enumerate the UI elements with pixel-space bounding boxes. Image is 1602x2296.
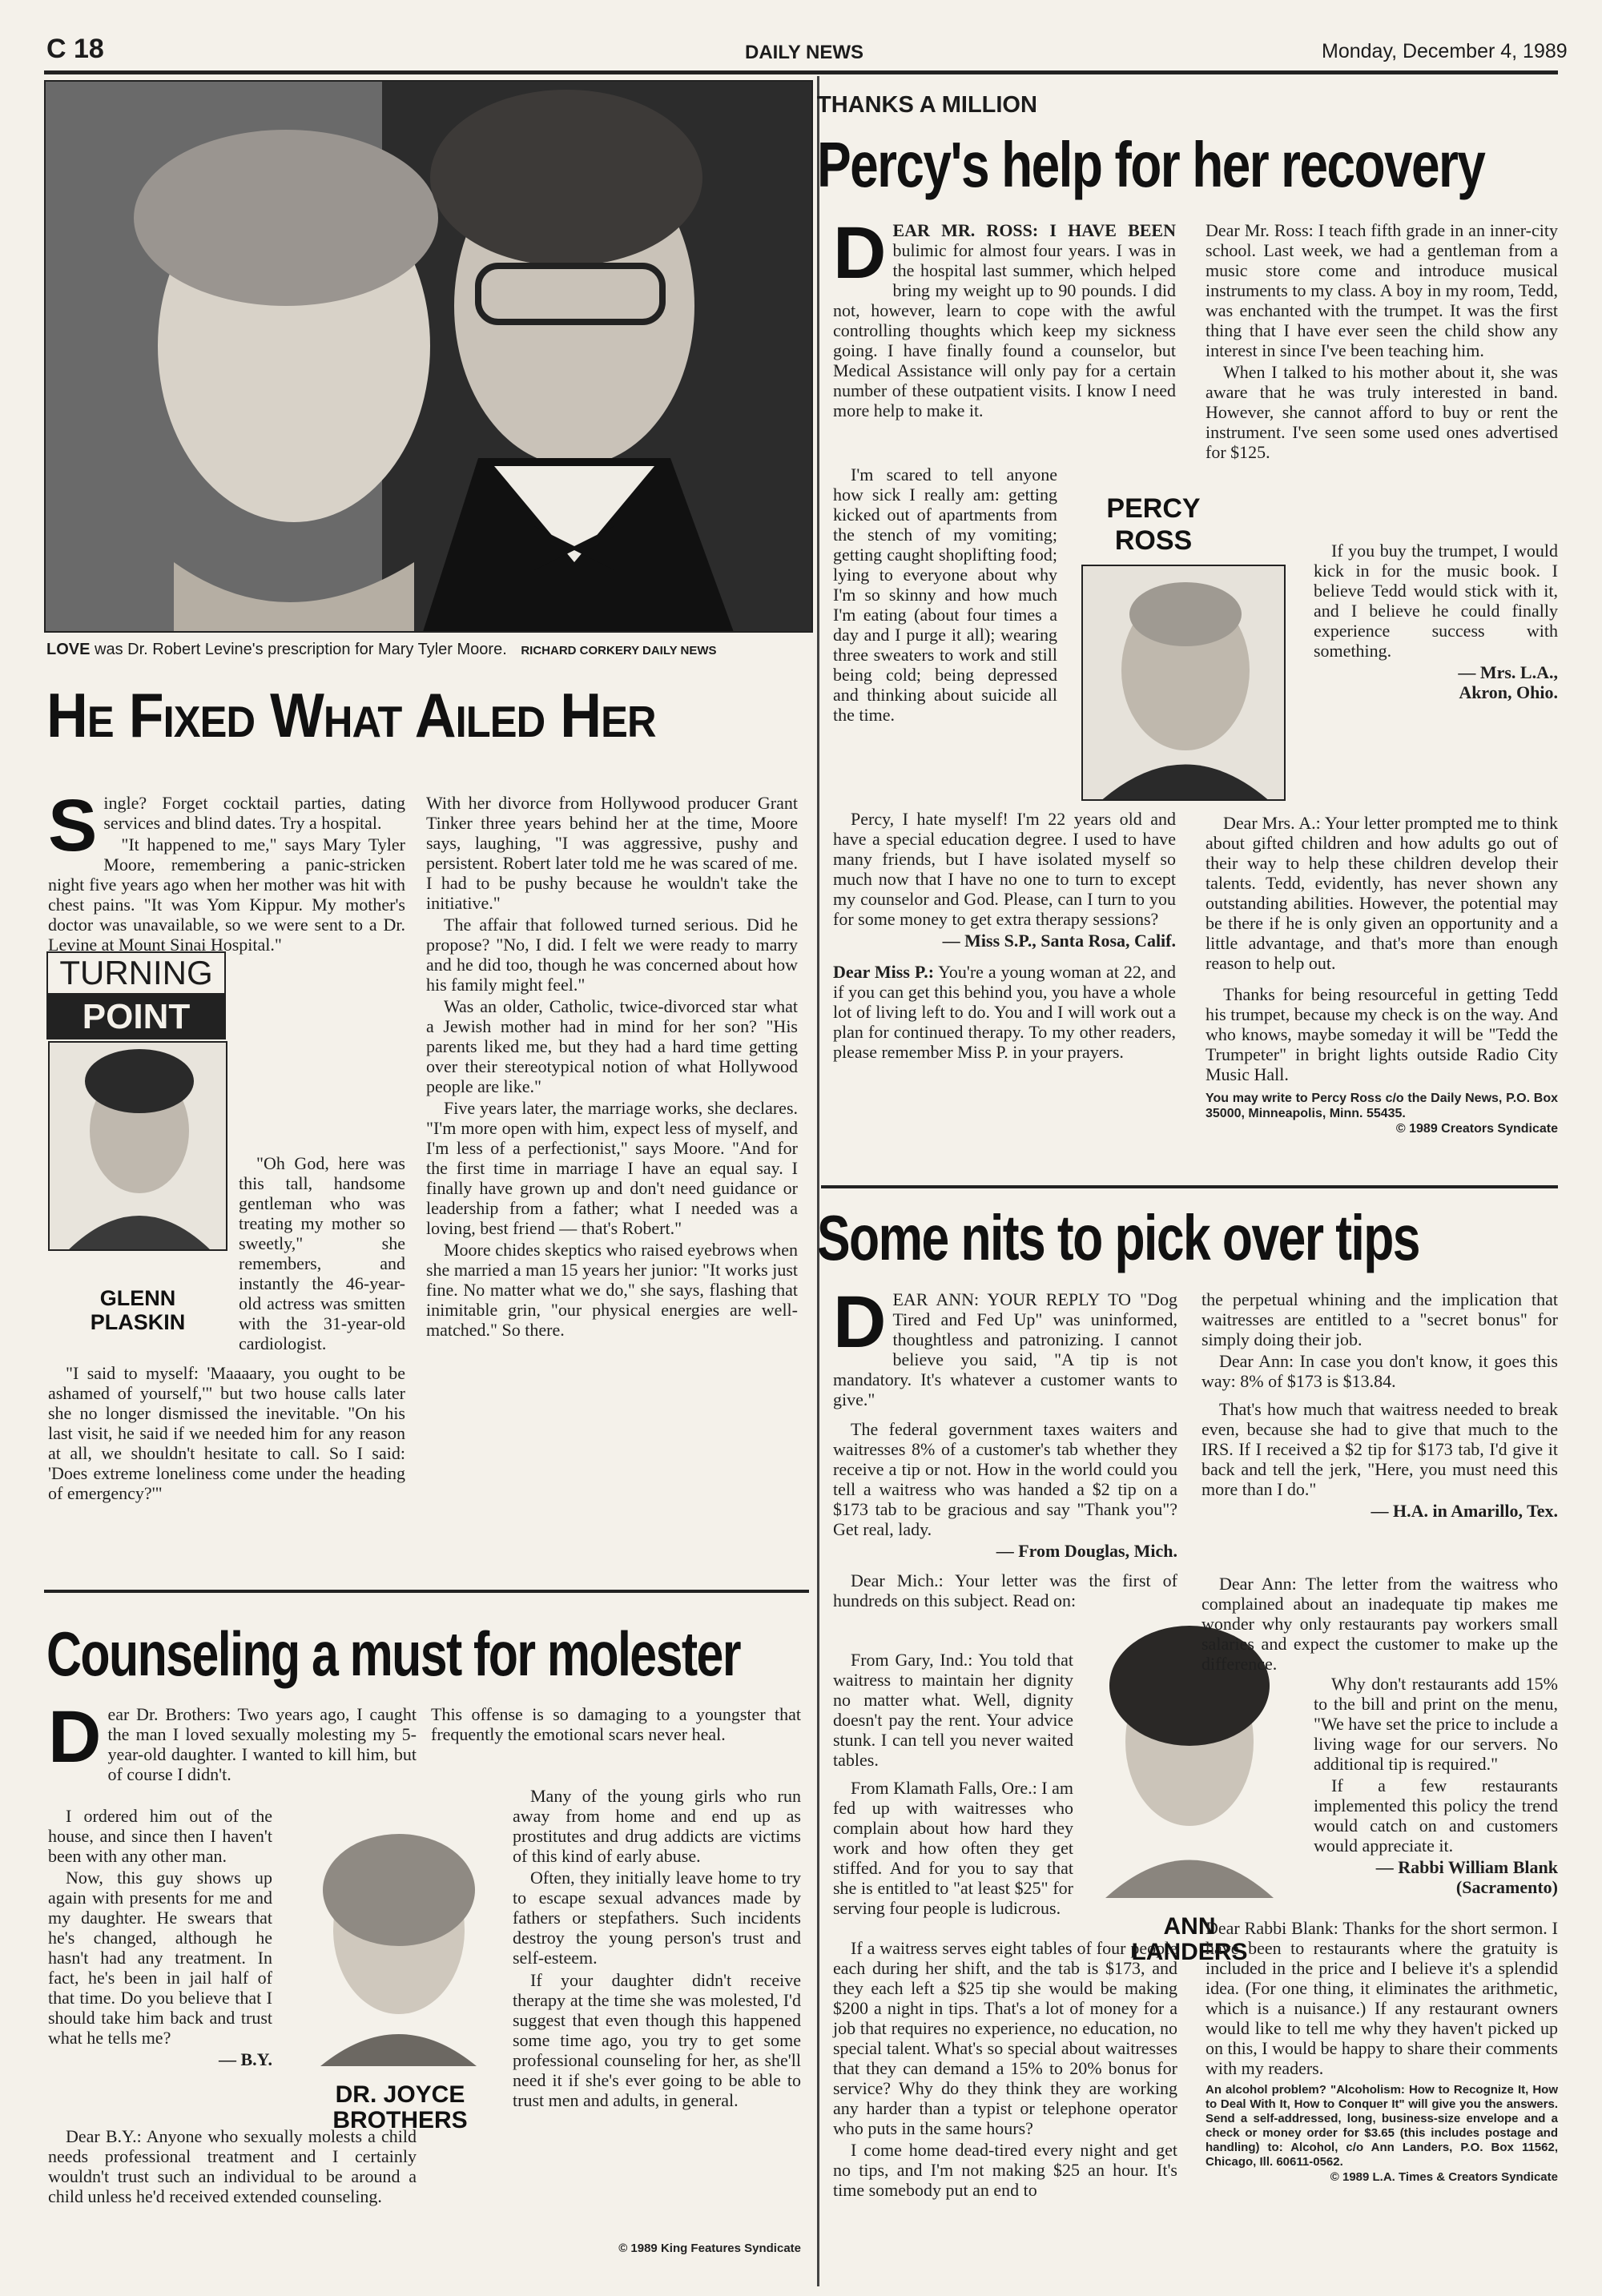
brothers-footer: © 1989 King Features Syndicate [618,2242,801,2255]
paragraph: Now, this guy shows up again with presents for me and my daughter. He swears that he's changed, although he hasn't had any treatment. In fact, he's been in jail half of that time. Do you believe that I should take him back and trust what he tells me? [48,1868,272,2048]
turning-point-label [46,951,226,1039]
percy-copyright: © 1989 Creators Syndicate [1395,1122,1558,1136]
percy-footer: You may write to Percy Ross c/o the Daily News, P.O. Box 35000, Minneapolis, Minn. 55435. [1206,1092,1558,1120]
brothers-col2b [513,1786,801,1969]
reply-lead: Dear Miss P.: [833,962,935,982]
percy-col2c [1206,813,1558,1136]
page-number [46,34,104,65]
paragraph: Dear Mr. Ross: I teach fifth grade in an inner-city school. Last week, we had a gentleman from a music store come and introduce musical instruments to my class. A boy in my room, Tedd, was enchanted with the trumpet. It was the first thing that I have ever seen the child show any interest in since I've been teaching him. [1206,220,1558,360]
percy-byline [1081,493,1226,557]
caption-text: was Dr. Robert Levine's prescription for Mary Tyler Moore. [95,641,507,658]
brothers-portrait [296,1834,501,2066]
paragraph: EAR ANN: YOUR REPLY TO "Dog Tired and Fed Up" was uninformed, thoughtless and patronizing. I cannot believe you said, "A tip is not mandatory. It's whatever a customer wants to give." [833,1289,1177,1409]
brothers-col1c [48,2126,417,2208]
plaskin-byline [48,1286,227,1334]
love-col1-text [48,785,405,955]
ann-col1b [833,1650,1073,1920]
paragraph: When I talked to his mother about it, she was aware that he was truly interested in band. However, she cannot afford to buy or rent the instrument. I've seen some used ones advertised for $125. [1206,362,1558,462]
byline-last: BROTHERS [332,2107,468,2133]
issue-date: Monday, December 4, 1989 [1322,40,1568,62]
percy-lead: EAR MR. ROSS: I HAVE BEEN [892,220,1176,240]
center-column-rule [817,76,819,2286]
paragraph: the perpetual whining and the implication that waitresses are entitled to a "secret bonus" for simply doing their job. [1202,1289,1558,1349]
percy-col2 [1206,220,1558,462]
ann-col1 [833,1281,1177,1612]
paragraph: If your daughter didn't receive therapy at the time she was molested, I'd suggest that even though this happened some time ago, you try to get some professional counseling for her, as she'll need it if she's ever going to be able to trust men and adults, in general. [513,1970,801,2110]
percy-photo [1081,565,1286,801]
love-col1-wrap [239,951,405,952]
paragraph: That's how much that waitress needed to break even, because she had to give that much to the IRS. If I received a $2 tip for $173 tab, I'd give it back and tell the jerk, "Here, you must need this more than I do." [1202,1399,1558,1499]
page-number-value: 18 [74,34,104,64]
paragraph: "Oh God, here was this tall, handsome gentleman who was treating my mother so sweetly," she remembers, and instantly the 46-year-old actress was smitten with the 31-year-old cardiologist. [239,1153,405,1353]
paragraph: ingle? Forget cocktail parties, dating services and blind dates. Try a hospital. [103,793,405,833]
paragraph: I ordered him out of the house, and since then I haven't been with any other man. [48,1806,272,1866]
paragraph: Many of the young girls who run away from home and end up as prostitutes and drug addicts are victims of this kind of early abuse. [513,1786,801,1866]
turning-label: TURNING [46,951,226,995]
paragraph: Moore chides skeptics who raised eyebrows when she married a man 15 years her junior: "It works just fine. No matter what we do," she says, flashing that inimitable grin, "our physical energies are well-matched." So there. [426,1240,798,1340]
paragraph: Dear Ann: In case you don't know, it goes this way: 8% of $173 is $13.84. [1202,1351,1558,1391]
signature: (Sacramento) [1455,1877,1558,1897]
paragraph: With her divorce from Hollywood producer Grant Tinker three years behind her at the time, Moore says, laughing, "I was aggressive, pushy and persistent. Robert later told me he was scared of me. I had to be pushy because he wouldn't take the initiative." [426,793,798,913]
paragraph: I come home dead-tired every night and get no tips, and I'm not making $25 an hour. It's time somebody put an end to [833,2140,1177,2200]
section-letter: C [46,34,66,64]
brothers-col1 [48,1696,417,1786]
paragraph: Dear Mrs. A.: Your letter prompted me to think about gifted children and how adults go out of their way to help these children develop their talents. Tedd, evidently, has never shown any outstanding abilities. However, the potential may be there if he is only given an opportunity and a little advantage, and that's more than enough reason to help out. [1206,813,1558,973]
byline-first: PERCY [1106,493,1201,524]
paragraph: The affair that followed turned serious. Did he propose? "No, I did. I felt we were ready to marry and he did too, though he was concerned about how his family might feel." [426,915,798,995]
paragraph: Was an older, Catholic, twice-divorced star what a Jewish mother had in mind for her son? "His parents liked me, but they had a hard time getting over their stereotypical notion of what Hollywood people are like." [426,996,798,1096]
byline-first: ANN [1163,1913,1216,1940]
byline-last: LANDERS [1131,1939,1248,1965]
signature: — Rabbi William Blank [1375,1857,1558,1877]
plaskin-portrait [50,1043,227,1251]
love-col1-bottom [48,1363,405,1505]
ann-dropcap: D [833,1281,887,1363]
paragraph: Dear Ann: The letter from the waitress who complained about an inadequate tip makes me wonder why only restaurants pay workers small salaries and expect the customer to make up the difference. [1202,1574,1558,1674]
brothers-byline [298,2082,502,2133]
ann-footer: An alcohol problem? "Alcoholism: How to Recognize It, How to Deal With It, How to Conquer It" will give you the answers. Send a self-addressed, long, business-size envelope and a check or money order for $3.65 (this includes postage and handling) to: Alcohol, c/o Ann Landers, P.O. Box 11562, Chicago, Ill. 60611-0562. [1206,2083,1558,2169]
percy-kicker: THANKS A MILLION [817,92,1037,118]
percy-portrait [1083,566,1286,801]
percy-col1c [833,809,1176,1064]
paragraph: Percy, I hate myself! I'm 22 years old and have a special education degree. I used to have many friends, but I have isolated myself so much now that I have no one to turn to except my counselor and God. Please, can I turn to you for some money to get extra therapy sessions? [833,809,1176,929]
brothers-photo [296,1834,501,2066]
ann-headline: Some nits to pick over tips [817,1202,1419,1273]
paragraph: bulimic for almost four years. I was in the hospital last summer, which helped bring my weight up to 90 pounds. I did not, however, learn to cope with the awful controlling thoughts which keep my sickness going. I have finally found a counselor, but Medical Assistance will only pay for a certain number of these outpatient visits. I know I need more help to make it. [833,240,1176,420]
brothers-headline: Counseling a must for molester [46,1618,740,1689]
signature: — Miss S.P., Santa Rosa, Calif. [942,931,1176,951]
love-headline: He Fixed What Ailed Her [46,680,656,750]
love-photo [44,80,813,633]
paragraph: If a waitress serves eight tables of four people each during her shift, and the tab is $173, and they each left a $25 tip she would be making $200 a night in tips. That's a lot of money for a job that requires no experience, no education, no special talent. What's so special about waitresses that they can demand a 15% to 20% bonus for service? Why do they think they are working any harder than a typist or telephone operator who puts in the same hours? [833,1938,1177,2138]
couple-photo-illustration [46,82,813,633]
brothers-dropcap: D [48,1696,102,1778]
signature: — From Douglas, Mich. [996,1541,1177,1561]
paragraph: Five years later, the marriage works, she declares. "I'm more open with him, expect less of myself, and I'm less of a perfectionist," says Moore. "And for the first time in marriage I have an equal say. I finally have grown up and don't need guidance or leadership from a father; what I needed was a loving, best friend — that's Robert." [426,1098,798,1238]
percy-col1 [833,212,1176,422]
love-dropcap: S [48,785,98,867]
byline-first: DR. JOYCE [335,2081,465,2108]
paragraph: The federal government taxes waiters and waitresses 8% of a customer's tab whether they receive a tip or not. How in the world could you tell a waitress who was handed a $2 tip on a $173 tab to be gracious and say "Thank you"? Get real, lady. [833,1419,1177,1539]
brothers-col1b [48,1806,272,2069]
plaskin-photo [48,1041,227,1251]
paragraph: From Klamath Falls, Ore.: I am fed up with waitresses who complain about how hard they work and how often they get stiffed. And for you to say that she is entitled to "at least $25" for serving four people is ludicrous. [833,1778,1074,1918]
signature: — Mrs. L.A., [1458,662,1558,682]
percy-col1b [833,464,1057,726]
paragraph: Dear B.Y.: Anyone who sexually molests a child needs professional treatment and I certainly wouldn't trust such an individual to be around a child unless he'd received extended counseling. [48,2126,417,2206]
ann-col2 [1202,1289,1558,1521]
ann-top-rule [821,1185,1558,1188]
ann-col1c [833,1938,1177,2202]
point-label: POINT [46,995,226,1039]
paragraph: Dear Rabbi Blank: Thanks for the short sermon. I have been to restaurants where the gratuity is included in the price and I believe it's a splendid idea. (For one thing, it eliminates the arithmetic, which is a nuisance.) If any restaurant owners would like to tell me why they haven't picked up on this, I would be happy to share their comments with my readers. [1206,1918,1558,2078]
byline-first: GLENN [99,1286,176,1310]
ann-col2d [1206,1918,1558,2185]
paragraph: ear Dr. Brothers: Two years ago, I caught the man I loved sexually molesting my 5-year-old daughter. I wanted to kill him, but of course I didn't. [107,1704,417,1784]
brothers-col2c [513,1970,801,2112]
paragraph: "I said to myself: 'Maaaary, you ought to be ashamed of yourself,'" but two house calls later she no longer dismissed the inevitable. "On his last visit, he said if we needed him for any reason at all, we shouldn't hesitate to call. So I said: 'Does extreme loneliness come under the heading of emergency?'" [48,1363,405,1503]
paragraph: You're a young woman at 22, and if you can get this behind you, you have a whole lot of living left to do. You and I will work out a plan for continued therapy. To my other readers, please remember Miss P. in your prayers. [833,962,1176,1062]
caption-lead: LOVE [46,641,91,658]
percy-reply-para [833,962,1176,1062]
paragraph: "It happened to me," says Mary Tyler Moore, remembering a panic-stricken night five years ago when her mother was hit with chest pains. "It was Yom Kippur. My mother's doctor was unavailable, so we were sent to a Dr. Levine at Mount Sinai Hospital." [48,834,405,955]
paragraph: If a few restaurants implemented this policy the trend would catch on and customers would appreciate it. [1314,1775,1558,1856]
brothers-col2 [431,1704,801,1746]
percy-dropcap: D [833,212,887,294]
signature: — H.A. in Amarillo, Tex. [1371,1501,1558,1521]
photo-credit: RICHARD CORKERY DAILY NEWS [521,644,717,657]
love-col1 [48,785,405,956]
brothers-top-rule [44,1590,809,1593]
paragraph: If you buy the trumpet, I would kick in for the music book. I believe Tedd would stick with it, and I believe he could finally experience success with something. [1314,541,1558,661]
paragraph: Dear Mich.: Your letter was the first of hundreds on this subject. Read on: [833,1570,1177,1610]
signature: Akron, Ohio. [1459,682,1558,702]
signature: — B.Y. [218,2049,272,2069]
byline-last: PLASKIN [90,1310,186,1334]
paragraph: Often, they initially leave home to try to escape sexual advances made by fathers or stepfathers. Such incidents destroy the young person's trust and self-esteem. [513,1868,801,1968]
love-col1-narrow [239,1153,405,1355]
byline-last: ROSS [1114,525,1193,556]
love-col2 [426,793,798,1341]
paragraph: Why don't restaurants add 15% to the bill and print on the menu, "We have set the price to include a living wage for our servers. No additional tip is required." [1314,1674,1558,1774]
photo-caption [46,641,717,659]
paragraph: I'm scared to tell anyone how sick I really am: getting kicked out of apartments from the stench of my vomiting; getting caught shoplifting food; lying to everyone about why I'm so skinny and how much I'm eating (about four times a day and I purge it all); wearing three sweaters to work and still being cold; being depressed and thinking about suicide all the time. [833,464,1057,725]
ann-copyright: © 1989 L.A. Times & Creators Syndicate [1330,2170,1558,2184]
paragraph: This offense is so damaging to a youngster that frequently the emotional scars never heal. [431,1704,801,1744]
masthead-rule [44,70,1558,74]
percy-headline: Percy's help for her recovery [817,129,1485,200]
percy-col2b [1314,541,1558,702]
paper-name: DAILY NEWS [745,42,864,63]
ann-col2b [1202,1574,1558,1675]
paragraph: From Gary, Ind.: You told that waitress to maintain her dignity no matter what. Well, dignity doesn't pay the rent. Your advice stunk. I can tell you never waited tables. [833,1650,1073,1770]
paragraph: Thanks for being resourceful in getting Tedd his trumpet, because my check is on the way. And who knows, maybe someday it will be "Tedd the Trumpeter" in bright lights outside Radio City Music Hall. [1206,984,1558,1084]
ann-col2c [1314,1674,1558,1897]
